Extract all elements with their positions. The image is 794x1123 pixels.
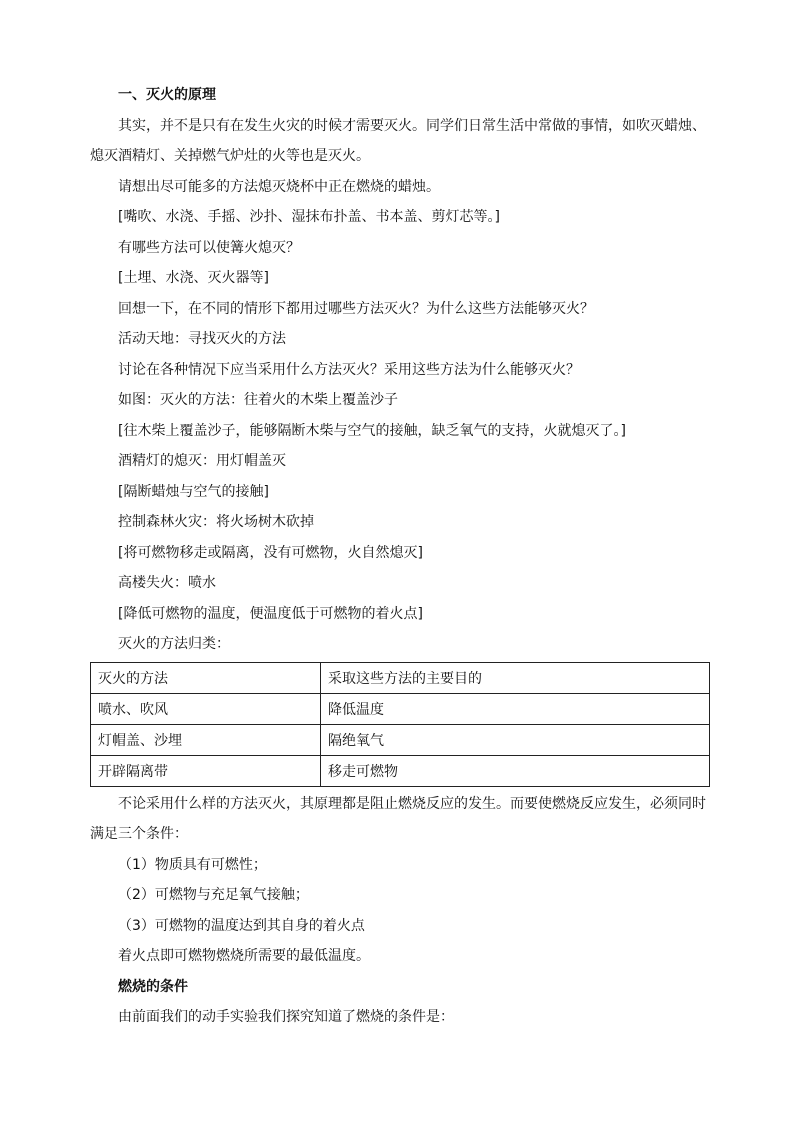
principle-paragraph: 不论采用什么样的方法灭火，其原理都是阻止燃烧反应的发生。而要使燃烧反应发生，必须同时满足三个条件： [90,795,706,842]
question-candle: 请想出尽可能多的方法熄灭烧杯中正在燃烧的蜡烛。 [118,178,440,195]
methods-table [90,662,710,787]
table-cell-purpose: 降低温度 [321,693,710,724]
answer-candle: [嘴吹、水浇、手摇、沙扑、湿抹布扑盖、书本盖、剪灯芯等。] [118,209,500,225]
answer-campfire: [土埋、水浇、灭火器等] [118,270,269,286]
condition-item: （1）物质具有可燃性； [118,856,267,873]
table-header-row [91,662,710,693]
table-row [91,755,710,786]
condition-item: （3）可燃物的温度达到其自身的着火点 [118,917,365,934]
activity-heading: 活动天地：寻找灭火的方法 [118,331,286,347]
intro-paragraph: 其实，并不是只有在发生火灾的时候才需要灭火。同学们日常生活中常做的事情，如吹灭蜡烛、熄灭酒精灯、关掉燃气炉灶的火等也是灭火。 [90,117,706,164]
lamp-answer: [隔断蜡烛与空气的接触] [118,483,269,500]
table-cell-method: 灯帽盖、沙埋 [91,724,321,755]
table-caption: 灭火的方法归类： [118,636,230,652]
table-cell-method: 开辟隔离带 [91,755,321,786]
discussion-prompt: 讨论在各种情况下应当采用什么方法灭火？采用这些方法为什么能够灭火？ [118,361,580,378]
ignition-definition: 着火点即可燃物燃烧所需要的最低温度。 [118,948,370,964]
section-title: 一、灭火的原理 [118,87,216,103]
figure-example: 如图：灭火的方法：往着火的木柴上覆盖沙子 [118,392,398,408]
building-answer: [降低可燃物的温度，便温度低于可燃物的着火点] [118,605,423,622]
condition-item: （2）可燃物与充足氧气接触； [118,887,309,903]
question-campfire: 有哪些方法可以使篝火熄灭？ [118,239,300,256]
table-header-cell: 灭火的方法 [91,662,321,693]
figure-answer: [往木柴上覆盖沙子，能够隔断木柴与空气的接触，缺乏氧气的支持，火就熄灭了。] [118,422,626,439]
forest-example: 控制森林火灾：将火场树木砍掉 [118,514,314,530]
table-cell-purpose: 隔绝氧气 [321,724,710,755]
table-cell-purpose: 移走可燃物 [321,755,710,786]
building-example: 高楼失火：喷水 [118,575,216,591]
table-row [91,693,710,724]
document-body [90,80,710,1033]
forest-answer: [将可燃物移走或隔离，没有可燃物，火自然熄灭] [118,544,423,561]
table-cell-method: 喷水、吹风 [91,693,321,724]
table-header-cell: 采取这些方法的主要目的 [321,662,710,693]
question-recall: 回想一下，在不同的情形下都用过哪些方法灭火？为什么这些方法能够灭火？ [118,300,594,317]
table-row [91,724,710,755]
lamp-example: 酒精灯的熄灭：用灯帽盖灭 [118,453,286,469]
subheading: 燃烧的条件 [118,978,188,995]
closing-sentence: 由前面我们的动手实验我们探究知道了燃烧的条件是： [118,1009,454,1025]
